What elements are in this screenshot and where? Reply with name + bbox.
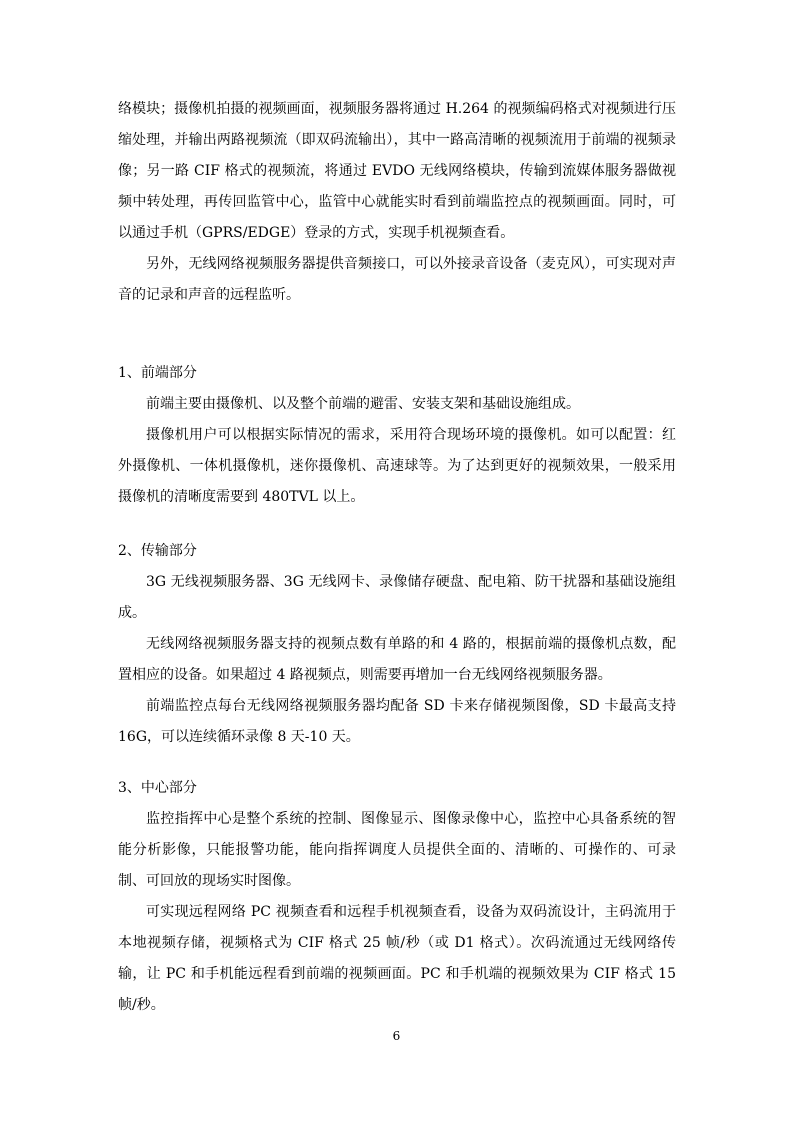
intro-paragraph-2: 另外，无线网络视频服务器提供音频接口，可以外接录音设备（麦克风），可实现对声音的记录和声音的远程监听。 <box>118 256 676 303</box>
page-number: 6 <box>392 1029 401 1043</box>
section-2-paragraph-2: 无线网络视频服务器支持的视频点数有单路的和 4 路的，根据前端的摄像机点数，配置相应的设备。如果超过 4 路视频点，则需要再增加一台无线网络视频服务器。 <box>118 636 676 683</box>
spacer <box>118 513 676 536</box>
section-3-paragraph-1: 监控指挥中心是整个系统的控制、图像显示、图像录像中心，监控中心具备系统的智能分析影像，只能报警功能，能向指挥调度人员提供全面的、清晰的、可操作的、可录制、可回放的现场实时图像。 <box>118 811 676 889</box>
spacer <box>118 311 676 358</box>
section-1-paragraph-2: 摄像机用户可以根据实际情况的需求，采用符合现场环境的摄像机。如可以配置：红外摄像机、一体机摄像机，迷你摄像机、高速球等。为了达到更好的视频效果，一般采用摄像机的清晰度需要到 480TVL 以上。 <box>118 427 676 505</box>
section-1-paragraph-1: 前端主要由摄像机、以及整个前端的避雷、安装支架和基础设施组成。 <box>146 396 580 412</box>
section-2-heading: 2、传输部分 <box>118 543 197 559</box>
section-1-heading: 1、前端部分 <box>118 365 197 381</box>
spacer <box>118 753 676 773</box>
section-2-paragraph-3: 前端监控点每台无线网络视频服务器均配备 SD 卡来存储视频图像，SD 卡最高支持 16G，可以连续循环录像 8 天-10 天。 <box>118 698 676 745</box>
intro-paragraph-1: 络模块；摄像机拍摄的视频画面，视频服务器将通过 H.264 的视频编码格式对视频进行压缩处理，并输出两路视频流（即双码流输出），其中一路高清晰的视频流用于前端的视频录像；另一路 CIF 格式的视频流，将通过 EVDO 无线网络模块，传输到流媒体服务器做视频中转处理，再传回监管中心，监管中心就能实时看到前端监控点的视频画面。同时，可以通过手机（GPRS/EDGE）登录的方式，实现手机视频查看。 <box>118 101 676 241</box>
section-2-paragraph-1: 3G 无线视频服务器、3G 无线网卡、录像储存硬盘、配电箱、防干扰器和基础设施组成。 <box>118 574 676 621</box>
section-3-heading: 3、中心部分 <box>118 780 197 796</box>
section-3-paragraph-2: 可实现远程网络 PC 视频查看和远程手机视频查看，设备为双码流设计，主码流用于本地视频存储，视频格式为 CIF 格式 25 帧/秒（或 D1 格式）。次码流通过无线网络传输，让 PC 和手机能远程看到前端的视频画面。PC 和手机端的视频效果为 CIF 格式 15 帧/秒。 <box>118 904 676 1013</box>
document-body <box>118 94 676 1021</box>
